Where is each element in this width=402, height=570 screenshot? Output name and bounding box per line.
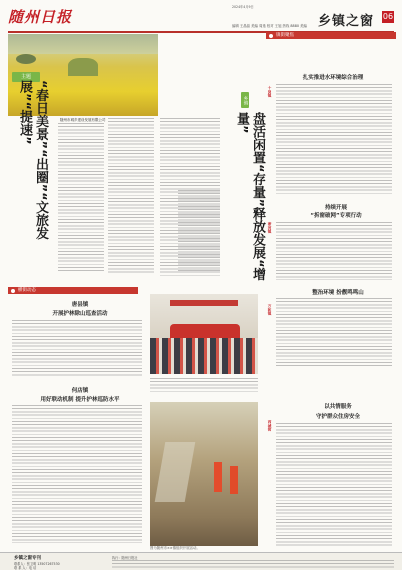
theme-badge: 主题 [12, 72, 40, 82]
right-story2-text [276, 222, 392, 280]
right-story4-kicker: 西城街 [268, 420, 272, 431]
right-story4-title-b: 守护群众住房安全 [315, 414, 360, 420]
photo-caption: 图为随州市××镇组织开展活动。 [150, 546, 200, 550]
editors-line: 编辑 王晶晶 美编 周逸 校对 王旭 热线 8880 美编 [232, 24, 307, 28]
left-lower-story1-text [12, 320, 142, 376]
right-section-label: 镇街聚焦 [276, 33, 294, 38]
forest-photo [150, 402, 258, 546]
left-lower-story1-title-a: 唐县镇 [71, 302, 89, 308]
center-headline: 盘活闲置“存量”释放发展“增量” [234, 112, 265, 281]
right-story3-title: 整治环境 扮靓鸣鸣山 [312, 290, 364, 296]
left-lower-section-bar [8, 287, 138, 294]
footer-text-lines [112, 560, 394, 569]
footer-right: 执行：随州日报社 [112, 556, 138, 560]
group-photo [150, 294, 258, 374]
center-body-text-col3 [178, 190, 220, 272]
right-story3-kicker: 万和镇 [268, 304, 272, 315]
left-headline: “春日美景”“出圈”“文旅发展”“提速” [17, 80, 48, 240]
right-story1-text [276, 84, 392, 196]
left-body-text-col2 [108, 118, 154, 273]
footer-contact-2: 联 系 人：电 话 [14, 566, 37, 570]
right-section-bar [266, 32, 396, 39]
left-lower-story2-title-b: 用好联动机制 提升护林巡防水平 [40, 397, 120, 403]
right-story1-kicker: 十岗镇 [268, 86, 272, 97]
section-title: 乡镇之窗 [318, 14, 375, 29]
right-story1-title: 扎实推进水环境综合治理 [302, 75, 364, 81]
center-badge: 乡镇 [241, 92, 249, 108]
footer [0, 552, 402, 570]
footer-contact: 联系人：张卫明 13507267530 [14, 562, 60, 566]
page-number: 06 [382, 12, 394, 21]
masthead: 随州日报 [8, 8, 73, 26]
footer-title: 乡镇之窗专刊 [14, 556, 41, 561]
left-lower-story1-title-b: 开展护林除山巡查活动 [52, 311, 108, 317]
left-body-text-col1 [58, 123, 104, 273]
right-story2-title-a: 持续开展 [324, 205, 347, 211]
right-story4-text [276, 423, 392, 547]
left-lower-section-label: 横街动态 [18, 288, 36, 293]
left-lead-text: 随州市城乡建设发展有限公司 [60, 118, 106, 122]
right-story4-title-a: 以共情服务 [324, 404, 352, 410]
right-story2-kicker: 淅河镇 [268, 222, 272, 233]
right-story3-text [276, 298, 392, 368]
right-story2-title-b: “拆窗破网”专项行动 [310, 213, 362, 219]
group-photo-caption-lines [150, 378, 258, 394]
dateline: 2024年4月9日 [232, 5, 254, 9]
left-lower-story2-text [12, 405, 142, 543]
left-lower-story2-title-a: 何店镇 [71, 388, 89, 394]
